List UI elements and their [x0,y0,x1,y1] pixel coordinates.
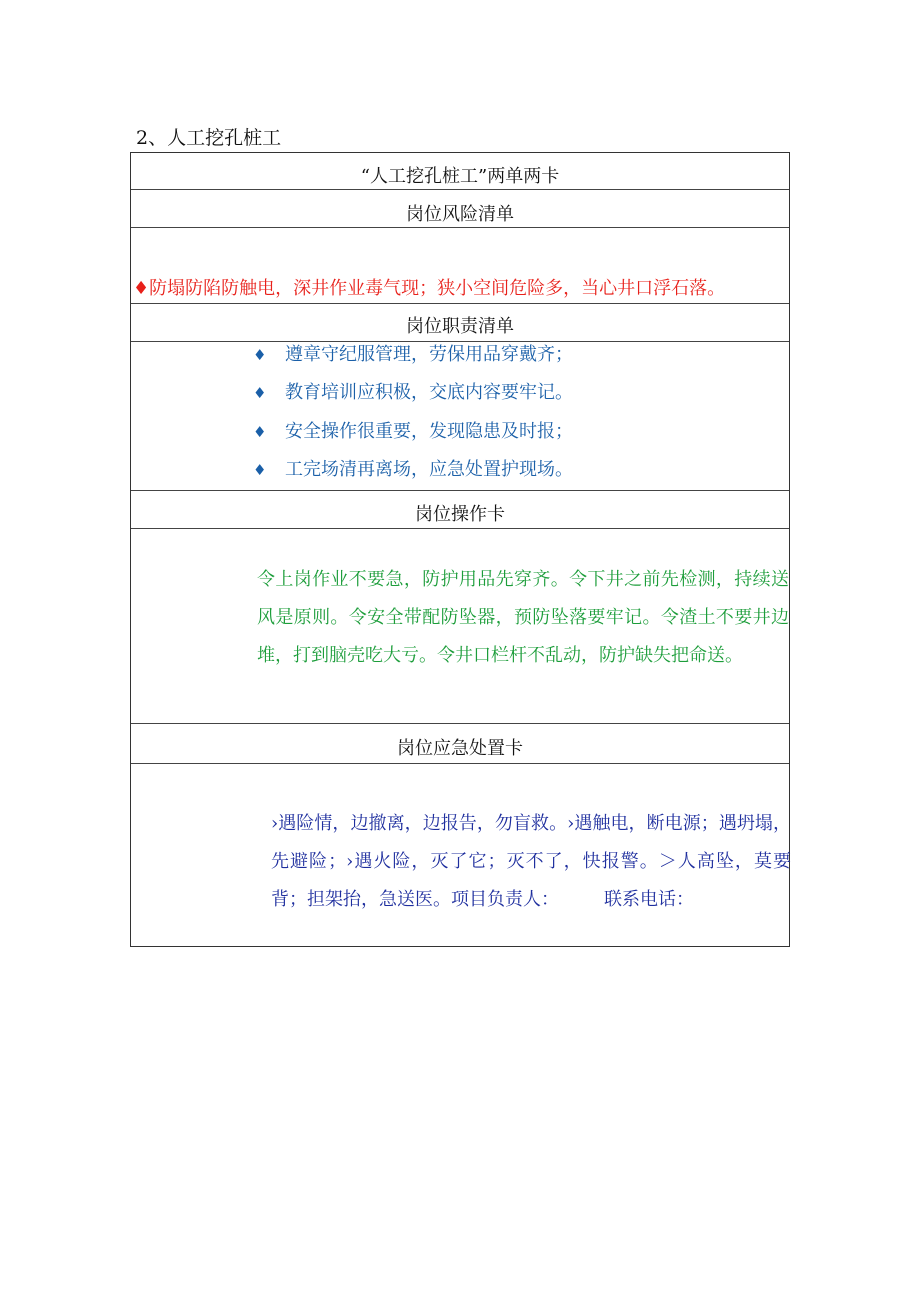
emergency-card-text: ›遇险情，边撤离，边报告，勿盲救。›遇触电，断电源；遇坍塌，先避险；›遇火险，灭了它；灭不了，快报警。＞人高坠，莫要背；担架抬，急送医。项目负责人： 联系电话： [271,813,791,910]
card-title: “人工挖孔桩工”两单两卡 [360,166,560,187]
duty-item-text: 工完场清再离场，应急处置护现场。 [285,459,573,480]
divider [131,723,789,724]
duty-list-item [253,458,573,482]
duty-list-item [253,381,573,405]
risk-list-title: 岗位风险清单 [406,204,514,225]
risk-list-text: ♦防塌防陷防触电，深井作业毒气现；狭小空间危险多，当心井口浮石落。 [133,278,726,299]
duty-item-text: 安全操作很重要，发现隐患及时报； [285,421,573,442]
emergency-card-title: 岗位应急处置卡 [397,738,523,759]
duty-item-text: 教育培训应积极，交底内容要牢记。 [285,382,573,403]
duty-list-item [253,343,573,367]
divider [131,189,789,190]
operation-card-text: 令上岗作业不要急，防护用品先穿齐。令下井之前先检测，持续送风是原则。令安全带配防坠器，预防坠落要牢记。令渣土不要井边堆，打到脑壳吃大亏。令井口栏杆不乱动，防护缺失把命送。 [257,569,789,666]
diamond-bullet-icon: ♦ [253,461,267,479]
section-heading: 2、人工挖孔桩工 [136,127,282,149]
divider [131,528,789,529]
divider [131,490,789,491]
divider [131,303,789,304]
duty-list-item [253,420,573,444]
divider [131,227,789,228]
divider [131,763,789,764]
diamond-bullet-icon: ♦ [253,384,267,402]
duty-list-title: 岗位职责清单 [406,316,514,337]
diamond-bullet-icon: ♦ [253,346,267,364]
divider [131,341,789,342]
diamond-bullet-icon: ♦ [253,423,267,441]
operation-card-title: 岗位操作卡 [415,504,505,525]
duty-item-text: 遵章守纪服管理，劳保用品穿戴齐； [285,344,573,365]
two-lists-two-cards-table [130,152,790,947]
